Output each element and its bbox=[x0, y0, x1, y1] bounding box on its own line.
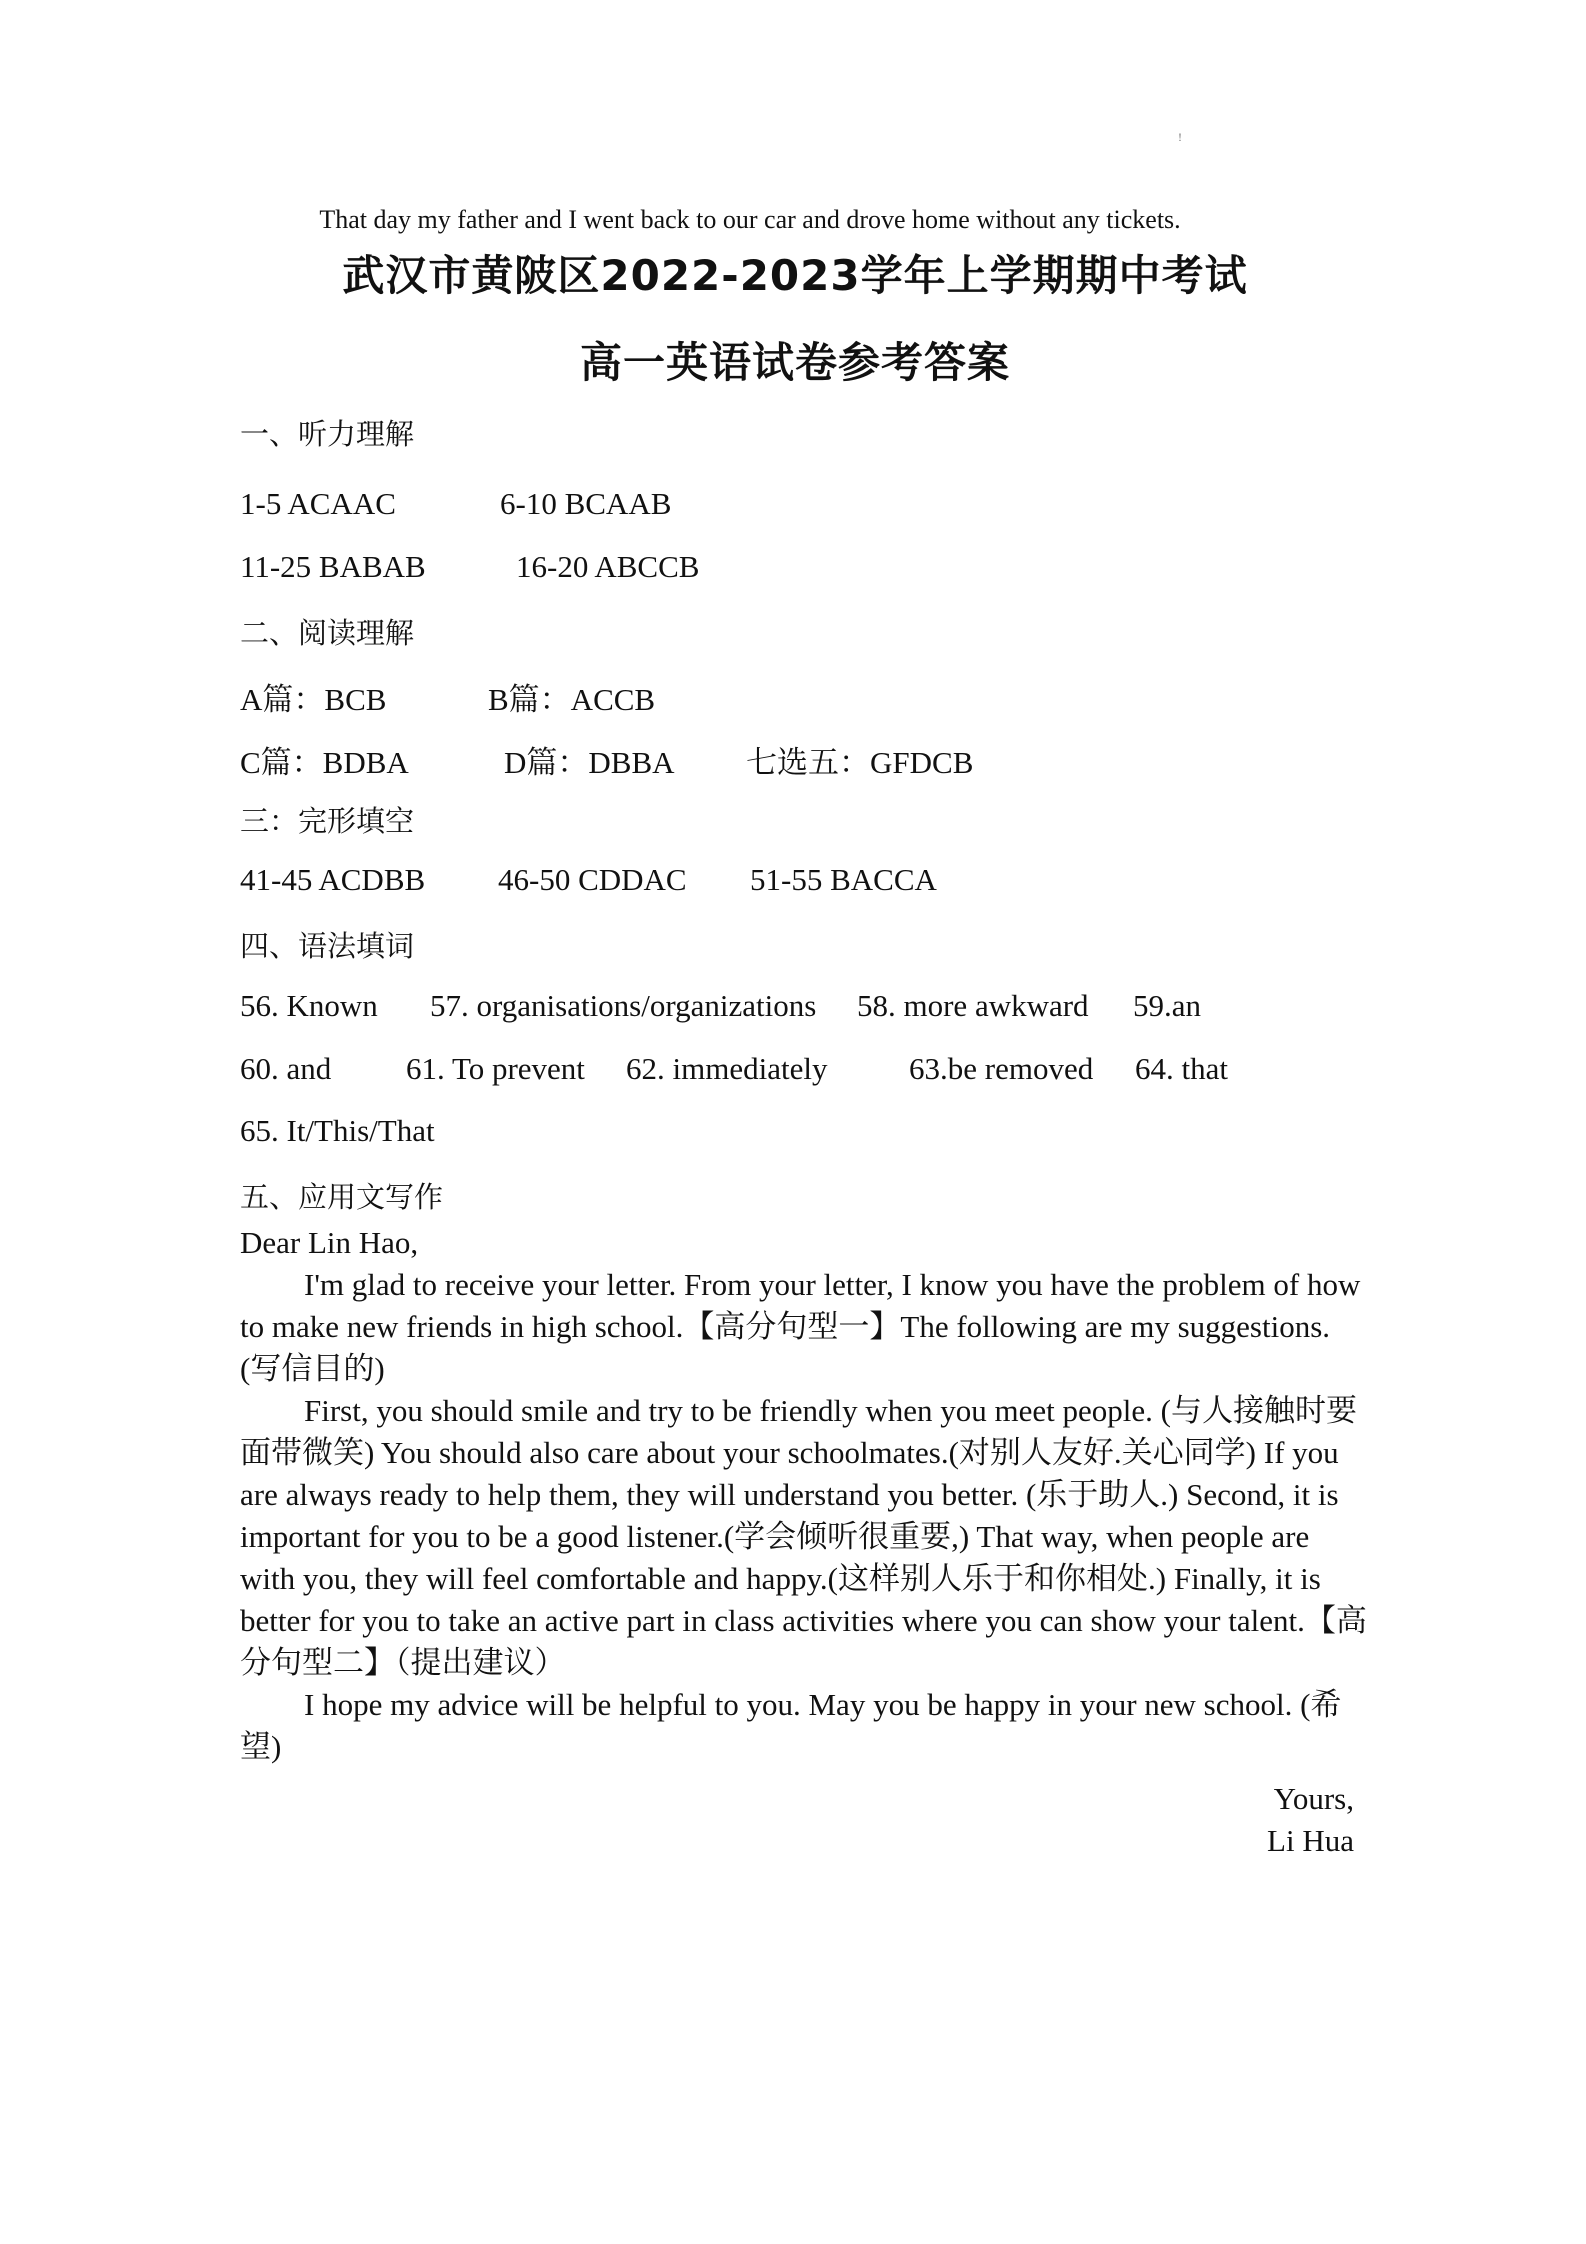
answer-item: 1-5 ACAAC bbox=[240, 486, 396, 521]
answer-item: 60. and bbox=[240, 1051, 332, 1086]
letter-signature: Li Hua bbox=[1267, 1823, 1354, 1858]
letter-paragraph-1: I'm glad to receive your letter. From your letter, I know you have the problem of how to make new friends in high school.【高分句型一】The following are my suggestions.(写信目的) bbox=[240, 1267, 1361, 1386]
answer-item: A篇：BCB bbox=[240, 682, 387, 717]
answer-item: 57. organisations/organizations bbox=[430, 988, 817, 1023]
section-listening-heading: 一、听力理解 bbox=[240, 417, 415, 451]
answer-item: D篇：DBBA bbox=[504, 745, 675, 780]
answer-item: 63.be removed bbox=[909, 1051, 1094, 1086]
answer-item: 64. that bbox=[1135, 1051, 1228, 1086]
answer-item: 65. It/This/That bbox=[240, 1113, 435, 1148]
letter-greeting: Dear Lin Hao, bbox=[240, 1225, 419, 1260]
listening-row-1 bbox=[240, 486, 671, 522]
answer-item: 59.an bbox=[1133, 988, 1202, 1023]
answer-item: 62. immediately bbox=[626, 1051, 828, 1086]
section-grammar-heading: 四、语法填词 bbox=[240, 929, 415, 963]
grammar-row-1 bbox=[240, 988, 1201, 1024]
listening-row-2 bbox=[240, 549, 699, 585]
exam-title: 武汉市黄陂区2022-2023学年上学期期中考试 bbox=[342, 251, 1248, 300]
answer-item: 16-20 ABCCB bbox=[516, 549, 700, 584]
answer-item: B篇：ACCB bbox=[488, 682, 656, 717]
section-reading-heading: 二、阅读理解 bbox=[240, 616, 415, 650]
answer-item: 58. more awkward bbox=[857, 988, 1089, 1023]
answer-item: C篇：BDBA bbox=[240, 745, 409, 780]
answer-item: 46-50 CDDAC bbox=[498, 862, 687, 897]
answer-item: 七选五：GFDCB bbox=[746, 745, 974, 780]
reading-row-2 bbox=[240, 737, 973, 782]
sample-letter bbox=[240, 1222, 1370, 1862]
grammar-row-2 bbox=[240, 1051, 1228, 1087]
grammar-row-3 bbox=[240, 1113, 435, 1149]
answer-item: 6-10 BCAAB bbox=[500, 486, 672, 521]
section-writing-heading: 五、应用文写作 bbox=[240, 1180, 444, 1214]
answer-item: 11-25 BABAB bbox=[240, 549, 426, 584]
corner-mark: ! bbox=[1178, 130, 1182, 144]
letter-paragraph-3: I hope my advice will be helpful to you. May you be happy in your new school. (希望) bbox=[240, 1687, 1342, 1764]
answer-item: 41-45 ACDBB bbox=[240, 862, 426, 897]
answer-item: 51-55 BACCA bbox=[750, 862, 937, 897]
cloze-row-1 bbox=[240, 862, 937, 898]
reading-row-1 bbox=[240, 674, 655, 719]
exam-subtitle: 高一英语试卷参考答案 bbox=[579, 338, 1010, 387]
letter-paragraph-2: First, you should smile and try to be friendly when you meet people. (与人接触时要面带微笑) You should also care about your schoolmates.(对别人友好.关心同学) If you are always ready to help them, they will understand you better. (乐于助人.) Second, it is important for you to be a good listener.(学会倾听很重要,) That way, when people are with you, they will feel comfortable and happy.(这样别人乐于和你相处.) Finally, it is better for you to take an active part in class activities where you can show your talent.【高分句型二】（提出建议） bbox=[240, 1393, 1367, 1680]
answer-item: 56. Known bbox=[240, 988, 378, 1023]
section-cloze-heading: 三：完形填空 bbox=[240, 804, 415, 838]
answer-item: 61. To prevent bbox=[406, 1051, 585, 1086]
carryover-sentence: That day my father and I went back to our car and drove home without any tickets. bbox=[319, 205, 1181, 234]
letter-closing: Yours, bbox=[1273, 1781, 1354, 1816]
